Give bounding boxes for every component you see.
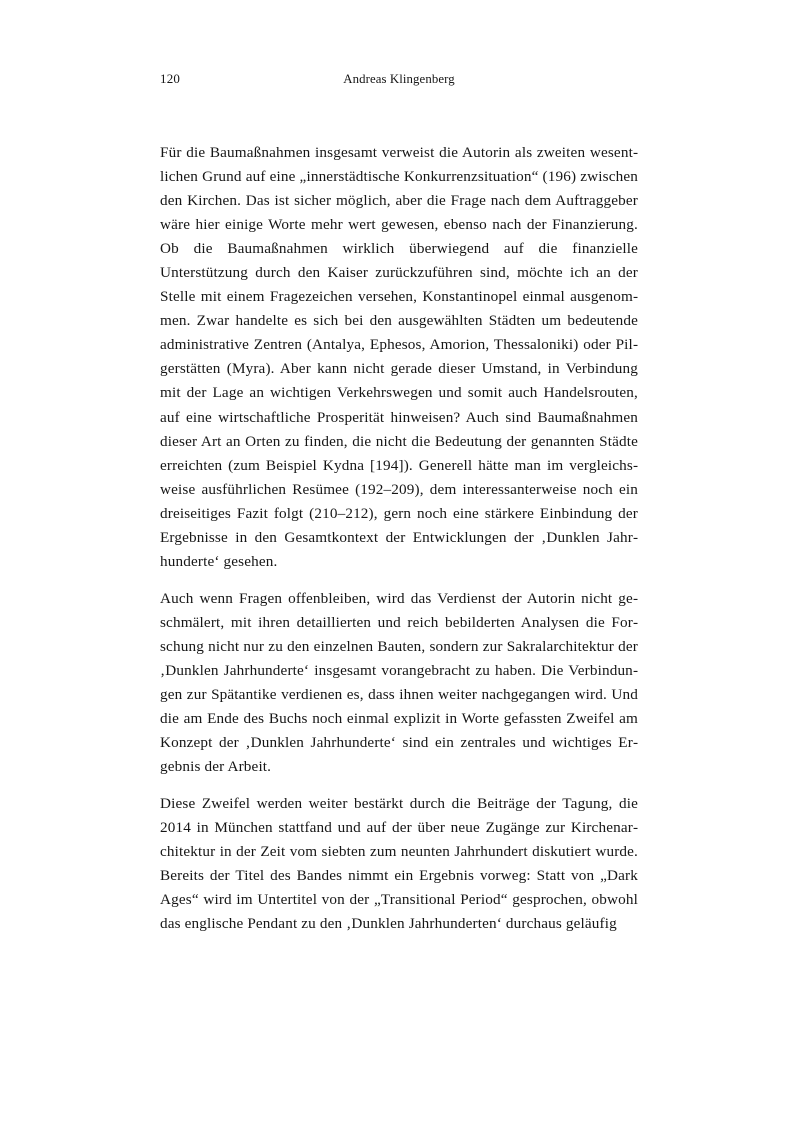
page-header [160, 70, 638, 88]
running-head-title: Andreas Klingenberg [343, 72, 455, 86]
paragraph: Diese Zweifel werden weiter bestärkt durch die Beiträge der Tagung, die 2014 in München stattfand und auf der über neue Zugänge zur Kirchenarchitektur in der Zeit vom siebten zum neunten Jahrhundert diskutiert wurde. Bereits der Titel des Bandes nimmt ein Ergebnis vorweg: Statt von „Dark Ages“ wird im Untertitel von der „Transitional Period“ gesprochen, obwohl das englische Pendant zu den ‚Dunklen Jahrhunderten‘ durchaus geläufig [160, 795, 638, 933]
paragraph: Für die Baumaßnahmen insgesamt verweist die Autorin als zweiten wesentlichen Grund auf eine „innerstädtische Konkurrenzsituation“ (196) zwischen den Kirchen. Das ist sicher möglich, aber die Frage nach dem Auftraggeber wäre hier einige Worte mehr wert gewesen, ebenso nach der Finanzierung. Ob die Baumaßnahmen wirklich überwiegend auf die finanzielle Unterstützung durch den Kaiser zurückzuführen sind, möchte ich an der Stelle mit einem Fragezeichen versehen, Konstantinopel einmal ausgenommen. Zwar handelte es sich bei den ausgewählten Städten um bedeutende administrative Zentren (Antalya, Ephesos, Amorion, Thessaloniki) oder Pilgerstätten (Myra). Aber kann nicht gerade dieser Umstand, in Verbindung mit der Lage an wichtigen Verkehrswegen und somit auch Handelsrouten, auf eine wirtschaftliche Prosperität hinweisen? Auch sind Baumaßnahmen dieser Art an Orten zu finden, die nicht die Bedeutung der genannten Städte erreichten (zum Beispiel Kydna [194]). Generell hätte man im vergleichsweise ausführlichen Resümee (192–209), dem interessanterweise noch ein dreiseitiges Fazit folgt (210–212), gern noch eine stärkere Einbindung der Ergebnisse in den Gesamtkontext der Entwicklungen der ‚Dunklen Jahrhunderte‘ gesehen. [160, 144, 638, 570]
paragraph: Auch wenn Fragen offenbleiben, wird das Verdienst der Autorin nicht geschmälert, mit ihren detaillierten und reich bebilderten Analysen die Forschung nicht nur zu den einzelnen Bauten, sondern zur Sakralarchitektur der ‚Dunklen Jahrhunderte‘ insgesamt vorangebracht zu haben. Die Verbindungen zur Spätantike verdienen es, dass ihnen weiter nachgegangen wird. Und die am Ende des Buchs noch einmal explizit in Worte gefassten Zweifel am Konzept der ‚Dunklen Jahrhunderte‘ sind ein zentrales und wichtiges Ergebnis der Arbeit. [160, 589, 638, 776]
page-number: 120 [160, 71, 181, 86]
body-text-column [160, 141, 638, 937]
